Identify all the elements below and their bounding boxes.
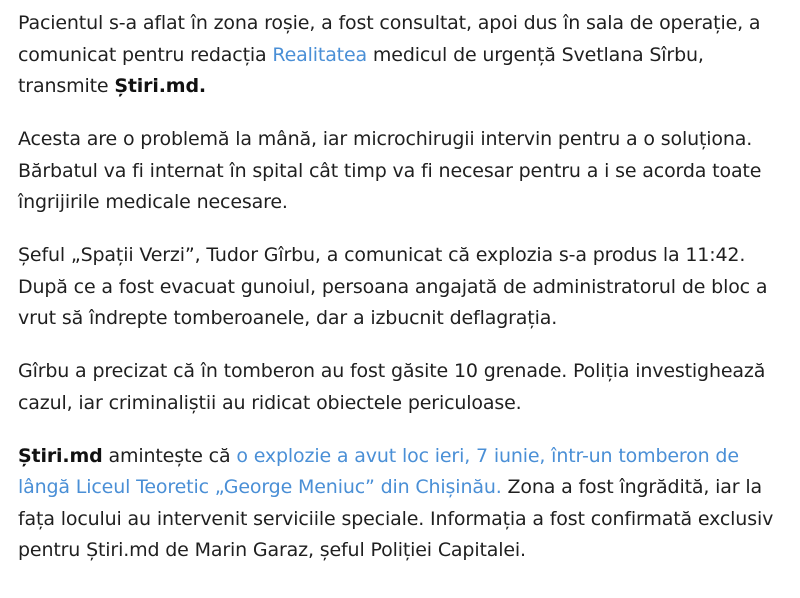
paragraph-4: Gîrbu a precizat că în tomberon au fost găsite 10 grenade. Poliția investighează cazul, iar criminaliștii au ridicat obiectele periculoase.	[18, 360, 766, 414]
article-body	[18, 8, 790, 588]
paragraph-2: Acesta are o problemă la mână, iar microchirugii intervin pentru a o soluționa. Bărbatul va fi internat în spital cât timp va fi necesar pentru a i se acorda toate îngrijirile medicale necesare.	[18, 128, 762, 213]
realitatea-link[interactable]: Realitatea	[272, 43, 368, 66]
paragraph-5	[18, 441, 790, 567]
paragraph-1-text: Pacientul s-a aflat în zona roșie, a fost consultat, apoi dus în sala de operație, a comunicat pentru redacția	[18, 12, 761, 66]
related-article-link[interactable]: o explozie a avut loc ieri, 7 iunie, într-un tomberon de lângă Liceul Teoretic „George Meniuc” din Chișinău.	[18, 444, 739, 498]
paragraph-1-text-cont: medicul de urgență Svetlana Sîrbu, transmite	[18, 43, 704, 97]
paragraph-5-text: amintește că	[102, 444, 237, 467]
paragraph-3: Șeful „Spații Verzi”, Tudor Gîrbu, a comunicat că explozia s-a produs la 11:42. După ce a fost evacuat gunoiul, persoana angajată de administratorul de bloc a vrut să îndrepte tomberoanele, dar a izbucnit deflagrația.	[18, 244, 768, 329]
paragraph-1	[18, 8, 790, 103]
source-name: Știri.md	[18, 444, 103, 467]
source-name: Știri.md.	[114, 75, 206, 97]
paragraph-5-text-cont: Zona a fost îngrădită, iar la fața locului au intervenit serviciile speciale. Informația a fost confirmată exclusiv pentru Știri.md de Marin Garaz, șeful Poliției Capitalei.	[18, 476, 774, 561]
